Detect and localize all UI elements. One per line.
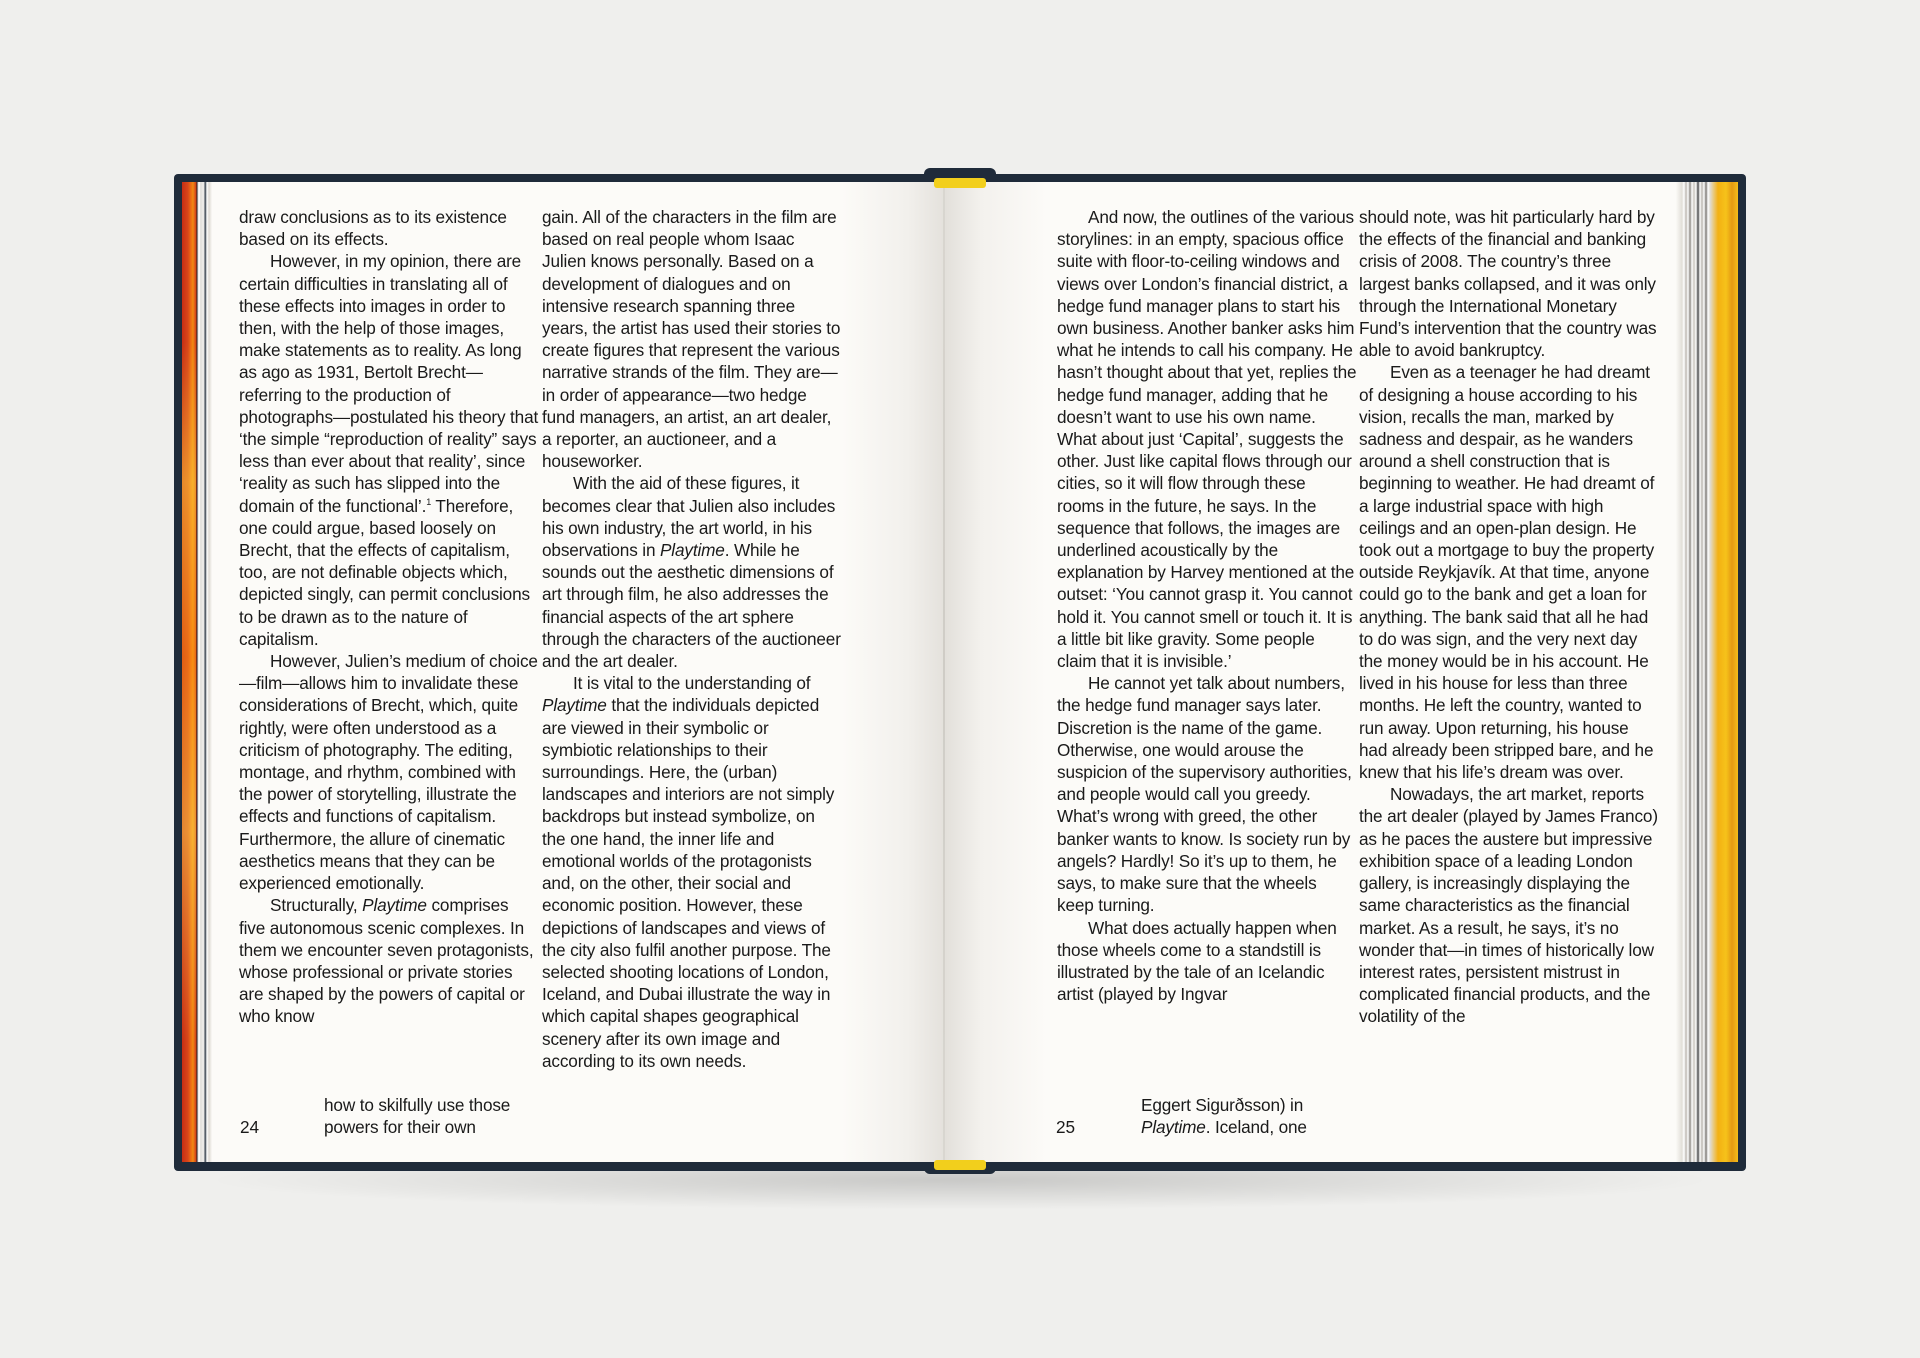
text-line: Eggert Sigurðsson) in: [1141, 1095, 1304, 1115]
paragraph-text: However, in my opinion, there are certain difficulties in translating all of these effects into images in order to then, with the help of those images, make statements as to reality. As long as ago as 1931, Bertolt Brecht—referring to the production of photographs—postulated his theory that ‘the simple “reproduction of reality” says less than ever about that reality’, since ‘reality as such has slipped into the domain of the functional’.: [239, 251, 539, 516]
text-line: powers for their own: [324, 1117, 476, 1138]
right-page-column-2: [1359, 206, 1659, 1028]
headband-top: [934, 178, 986, 188]
paragraph-text: Structurally,: [270, 895, 363, 916]
page-number-left: 24: [240, 1117, 260, 1137]
gutter: [943, 182, 945, 1162]
paragraph: He cannot yet talk about numbers, the hedge fund manager says later. Discretion is the name of the game. Otherwise, one would arouse the suspicion of the supervisory authorities, and people would call you greedy. What’s wrong with greed, the other banker wants to know. Is society run by angels? Hardly! So it’s up to them, he says, to make sure that the wheels keep turning.: [1057, 673, 1352, 916]
left-column-1-closing-lines: [324, 1094, 510, 1138]
printed-edge-art: [182, 342, 196, 1042]
film-title: Playtime: [659, 540, 725, 561]
film-title: Playtime: [542, 695, 607, 716]
paragraph: [239, 250, 539, 650]
paragraph: [542, 672, 842, 1072]
right-page-edges: [1676, 182, 1738, 1162]
left-page-edges: [182, 182, 212, 1162]
paragraph: And now, the outlines of the various storylines: in an empty, spacious office suite with floor-to-ceiling windows and views over London’s financial district, a hedge fund manager plans to start his own business. Another banker asks him what he intends to call his company. He hasn’t thought about that yet, replies the hedge fund manager, adding that he doesn’t want to use his own name. What about just ‘Capital’, suggests the other. Just like capital flows through our cities, so it will flow through these rooms in the future, he says. In the sequence that follows, the images are underlined acoustically by the explanation by Harvey mentioned at the outset: ‘You cannot grasp it. You cannot hold it. You cannot smell or touch it. It is a little bit like gravity. Some people claim that it is invisible.’: [1057, 207, 1357, 672]
text-line: [1141, 1116, 1307, 1138]
paragraph: gain. All of the characters in the film are based on real people whom Isaac Julien knows personally. Based on a development of dialogues and on intensive research spanning three years, the artist has used their stories to create figures that represent the various narrative strands of the film. They are—in order of appearance—two hedge fund managers, an artist, an art dealer, a reporter, an auctioneer, and a houseworker.: [542, 207, 841, 472]
left-page-column-2: [542, 206, 842, 1072]
paragraph-text: comprises five autonomous scenic complexes. In them we encounter seven protagonists, whose professional or private stories are shaped by the powers of capital or who know: [239, 895, 534, 1027]
footnote-marker: 1: [426, 496, 432, 507]
paragraph: should note, was hit particularly hard by the effects of the financial and banking crisis of 2008. The country’s three largest banks collapsed, and it was only through the International Monetary Fund’s intervention that the country was able to avoid bankruptcy.: [1359, 207, 1657, 361]
paragraph: What does actually happen when those wheels come to a standstill is illustrated by the tale of an Icelandic artist (played by Ingvar: [1057, 917, 1337, 1005]
right-column-1-closing-lines: [1141, 1094, 1307, 1138]
paragraph-text: Therefore, one could argue, based loosely on Brecht, that the effects of capitalism, too, are not definable objects which, depicted singly, can permit conclusions to be drawn as to the nature of capitalism.: [239, 495, 530, 649]
paragraph: draw conclusions as to its existence based on its effects.: [239, 207, 507, 250]
text-fragment: . Iceland, one: [1205, 1117, 1307, 1138]
paragraph-text: With the aid of these figures, it becomes clear that Julien also includes his own industry, the art world, in his observations in: [542, 473, 836, 561]
film-title: Playtime: [362, 895, 427, 916]
film-title: Playtime: [1141, 1117, 1206, 1138]
paragraph-text: that the individuals depicted are viewed in their symbolic or symbiotic relationships to their surroundings. Here, the (urban) landscapes and interiors are not simply backdrops but instead symbolize, on the one hand, the inner life and emotional worlds of the protagonists and, on the other, their social and economic position. However, these depictions of landscapes and views of the city also fulfil another purpose. The selected shooting locations of London, Iceland, and Dubai illustrate the way in which capital shapes geographical scenery after its own image and according to its own needs.: [542, 695, 835, 1071]
paragraph: Nowadays, the art market, reports the art dealer (played by James Franco) as he paces the austere but impressive exhibition space of a leading London gallery, is increasingly displaying the same characteristics as the financial market. As a result, he says, it’s no wonder that—in times of historically low interest rates, persistent mistrust in complicated financial products, and the volatility of the: [1359, 784, 1658, 1027]
page-number-right: 25: [1056, 1117, 1076, 1137]
paragraph-text: . While he sounds out the aesthetic dimensions of art through film, he also addresses the financial aspects of the art sphere through the characters of the auctioneer and the art dealer.: [542, 540, 841, 672]
paragraph: [542, 472, 842, 672]
headband-bottom: [934, 1160, 986, 1170]
right-page-column-1: [1057, 206, 1357, 1005]
paragraph: However, Julien’s medium of choice—film—allows him to invalidate these considerations of Brecht, which, quite rightly, were often understood as a criticism of photography. The editing, montage, and rhythm, combined with the power of storytelling, illustrate the effects and functions of capitalism. Furthermore, the allure of cinematic aesthetics means that they can be experienced emotionally.: [239, 651, 538, 894]
paragraph-text: It is vital to the understanding of: [573, 673, 811, 694]
paragraph: [239, 894, 539, 1027]
paragraph: Even as a teenager he had dreamt of designing a house according to his vision, recalls the man, marked by sadness and despair, as he wanders around a shell construction that is beginning to weather. He had dreamt of a large industrial space with high ceilings and an open-plan design. He took out a mortgage to buy the property outside Reykjavík. At that time, anyone could go to the bank and get a loan for anything. The bank said that all he had to do was sign, and the very next day the money would be in his account. He lived in his house for less than three months. He left the country, wanted to run away. Upon returning, his house had already been stripped bare, and he knew that his life’s dream was over.: [1359, 362, 1655, 783]
text-line: how to skilfully use those: [324, 1095, 511, 1115]
left-page-column-1: [239, 206, 539, 1028]
